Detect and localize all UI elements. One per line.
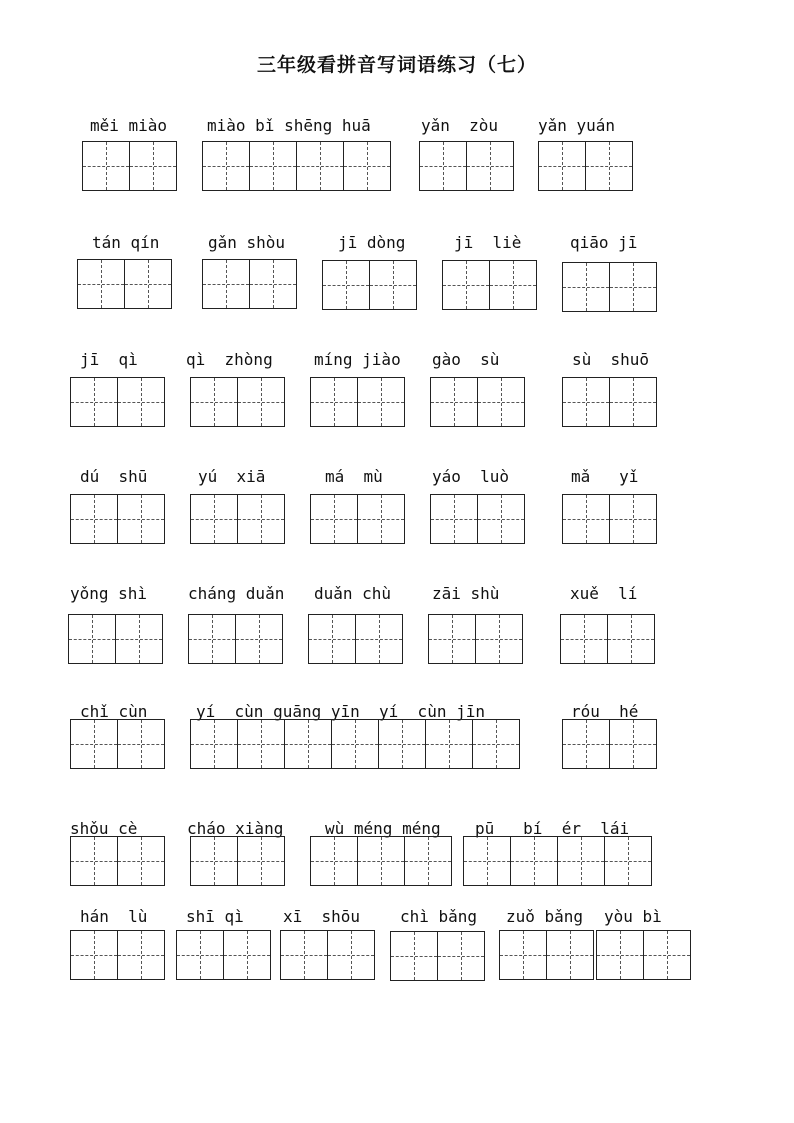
writing-cell[interactable] (77, 259, 125, 309)
writing-boxes (68, 614, 163, 664)
writing-cell[interactable] (562, 377, 610, 427)
writing-cell[interactable] (82, 141, 130, 191)
pinyin-label: yǒng shì (70, 584, 148, 603)
writing-cell[interactable] (190, 494, 238, 544)
writing-cell[interactable] (117, 836, 165, 886)
writing-boxes (190, 836, 285, 886)
writing-boxes (70, 494, 165, 544)
writing-boxes (562, 719, 657, 769)
writing-boxes (70, 377, 165, 427)
writing-cell[interactable] (357, 494, 405, 544)
writing-cell[interactable] (609, 494, 657, 544)
pinyin-label: dú shū (80, 467, 148, 486)
writing-cell[interactable] (428, 614, 476, 664)
writing-boxes (442, 260, 537, 310)
writing-boxes (70, 719, 165, 769)
writing-cell[interactable] (546, 930, 594, 980)
writing-boxes (419, 141, 514, 191)
writing-boxes (463, 836, 652, 886)
writing-cell[interactable] (284, 719, 332, 769)
pinyin-label: yí cùn guāng yīn yí cùn jīn (196, 702, 485, 721)
pinyin-label: wù méng méng (325, 819, 441, 838)
writing-cell[interactable] (538, 141, 586, 191)
pinyin-label: cháo xiàng (187, 819, 284, 838)
pinyin-label: gào sù (432, 350, 500, 369)
pinyin-label: hán lù (80, 907, 148, 926)
writing-cell[interactable] (475, 614, 523, 664)
writing-cell[interactable] (425, 719, 473, 769)
writing-cell[interactable] (430, 494, 478, 544)
pinyin-label: jī dòng (338, 233, 406, 252)
writing-boxes (538, 141, 633, 191)
writing-cell[interactable] (477, 494, 525, 544)
pinyin-label: róu hé (571, 702, 639, 721)
writing-cell[interactable] (369, 260, 417, 310)
writing-cell[interactable] (117, 377, 165, 427)
writing-boxes (390, 931, 485, 981)
pinyin-label: jī qì (80, 350, 138, 369)
writing-cell[interactable] (70, 494, 118, 544)
writing-cell[interactable] (327, 930, 375, 980)
writing-boxes (308, 614, 403, 664)
pinyin-label: shǒu cè (70, 819, 138, 838)
writing-cell[interactable] (235, 614, 283, 664)
writing-boxes (70, 930, 165, 980)
writing-cell[interactable] (562, 494, 610, 544)
writing-cell[interactable] (355, 614, 403, 664)
writing-cell[interactable] (202, 259, 250, 309)
writing-cell[interactable] (419, 141, 467, 191)
writing-cell[interactable] (176, 930, 224, 980)
writing-cell[interactable] (308, 614, 356, 664)
writing-boxes (428, 614, 523, 664)
writing-boxes (562, 262, 657, 312)
pinyin-label: yǎn yuán (538, 116, 616, 135)
writing-cell[interactable] (472, 719, 520, 769)
pinyin-label: má mù (325, 467, 383, 486)
pinyin-label: měi miào (90, 116, 168, 135)
writing-cell[interactable] (296, 141, 344, 191)
writing-cell[interactable] (357, 836, 405, 886)
writing-boxes (77, 259, 172, 309)
writing-cell[interactable] (117, 719, 165, 769)
writing-cell[interactable] (70, 930, 118, 980)
pinyin-label: miào bǐ shēng huā (207, 116, 371, 135)
writing-boxes (310, 836, 452, 886)
writing-cell[interactable] (562, 719, 610, 769)
writing-cell[interactable] (202, 141, 250, 191)
writing-boxes (202, 259, 297, 309)
writing-cell[interactable] (190, 377, 238, 427)
pinyin-label: zāi shù (432, 584, 500, 603)
pinyin-label: yǎn zòu (421, 116, 499, 135)
writing-cell[interactable] (560, 614, 608, 664)
writing-cell[interactable] (188, 614, 236, 664)
pinyin-label: mǎ yǐ (571, 467, 639, 486)
pinyin-label: jī liè (454, 233, 522, 252)
writing-cell[interactable] (557, 836, 605, 886)
pinyin-label: qì zhòng (186, 350, 273, 369)
writing-cell[interactable] (357, 377, 405, 427)
writing-cell[interactable] (237, 836, 285, 886)
writing-cell[interactable] (604, 836, 652, 886)
pinyin-label: chì bǎng (400, 907, 478, 926)
writing-cell[interactable] (499, 930, 547, 980)
pinyin-label: tán qín (92, 233, 160, 252)
writing-cell[interactable] (430, 377, 478, 427)
worksheet-title: 三年级看拼音写词语练习（七） (256, 54, 537, 76)
pinyin-label: qiāo jī (570, 233, 638, 252)
writing-cell[interactable] (437, 931, 485, 981)
writing-cell[interactable] (129, 141, 177, 191)
writing-cell[interactable] (643, 930, 691, 980)
writing-cell[interactable] (607, 614, 655, 664)
pinyin-label: cháng duǎn (188, 584, 285, 603)
writing-cell[interactable] (331, 719, 379, 769)
writing-boxes (322, 260, 417, 310)
pinyin-label: duǎn chù (314, 584, 392, 603)
writing-boxes (82, 141, 177, 191)
writing-cell[interactable] (237, 719, 285, 769)
writing-cell[interactable] (466, 141, 514, 191)
writing-boxes (562, 377, 657, 427)
writing-cell[interactable] (378, 719, 426, 769)
pinyin-label: chǐ cùn (80, 702, 148, 721)
writing-boxes (430, 377, 525, 427)
writing-boxes (562, 494, 657, 544)
writing-boxes (310, 494, 405, 544)
writing-cell[interactable] (609, 719, 657, 769)
writing-boxes (176, 930, 271, 980)
writing-cell[interactable] (442, 260, 490, 310)
writing-boxes (70, 836, 165, 886)
writing-boxes (280, 930, 375, 980)
pinyin-label: sù shuō (572, 350, 650, 369)
writing-cell[interactable] (596, 930, 644, 980)
pinyin-label: zuǒ bǎng (506, 907, 584, 926)
writing-boxes (190, 494, 285, 544)
writing-cell[interactable] (463, 836, 511, 886)
writing-boxes (188, 614, 283, 664)
writing-boxes (596, 930, 691, 980)
writing-cell[interactable] (310, 377, 358, 427)
writing-cell[interactable] (117, 930, 165, 980)
pinyin-label: shī qì (186, 907, 244, 926)
writing-cell[interactable] (489, 260, 537, 310)
pinyin-label: yú xiā (198, 467, 266, 486)
writing-cell[interactable] (68, 614, 116, 664)
writing-cell[interactable] (390, 931, 438, 981)
writing-cell[interactable] (280, 930, 328, 980)
writing-cell[interactable] (70, 377, 118, 427)
writing-cell[interactable] (477, 377, 525, 427)
writing-cell[interactable] (510, 836, 558, 886)
writing-cell[interactable] (237, 494, 285, 544)
writing-cell[interactable] (310, 494, 358, 544)
writing-boxes (202, 141, 391, 191)
writing-cell[interactable] (70, 836, 118, 886)
pinyin-label: yáo luò (432, 467, 510, 486)
writing-cell[interactable] (609, 377, 657, 427)
writing-boxes (310, 377, 405, 427)
writing-cell[interactable] (585, 141, 633, 191)
writing-cell[interactable] (310, 836, 358, 886)
pinyin-label: míng jiào (314, 350, 401, 369)
writing-cell[interactable] (343, 141, 391, 191)
writing-boxes (499, 930, 594, 980)
pinyin-label: pū bí ér lái (475, 819, 630, 838)
pinyin-label: xuě lí (570, 584, 638, 603)
pinyin-label: xī shōu (283, 907, 361, 926)
writing-cell[interactable] (322, 260, 370, 310)
writing-cell[interactable] (190, 836, 238, 886)
writing-cell[interactable] (190, 719, 238, 769)
writing-boxes (430, 494, 525, 544)
writing-cell[interactable] (124, 259, 172, 309)
writing-cell[interactable] (115, 614, 163, 664)
writing-cell[interactable] (249, 259, 297, 309)
writing-cell[interactable] (249, 141, 297, 191)
writing-cell[interactable] (562, 262, 610, 312)
pinyin-label: gǎn shòu (208, 233, 286, 252)
writing-boxes (190, 377, 285, 427)
writing-boxes (560, 614, 655, 664)
writing-cell[interactable] (117, 494, 165, 544)
writing-cell[interactable] (237, 377, 285, 427)
pinyin-label: yòu bì (604, 907, 662, 926)
writing-cell[interactable] (609, 262, 657, 312)
writing-boxes (190, 719, 520, 769)
writing-cell[interactable] (70, 719, 118, 769)
writing-cell[interactable] (404, 836, 452, 886)
writing-cell[interactable] (223, 930, 271, 980)
